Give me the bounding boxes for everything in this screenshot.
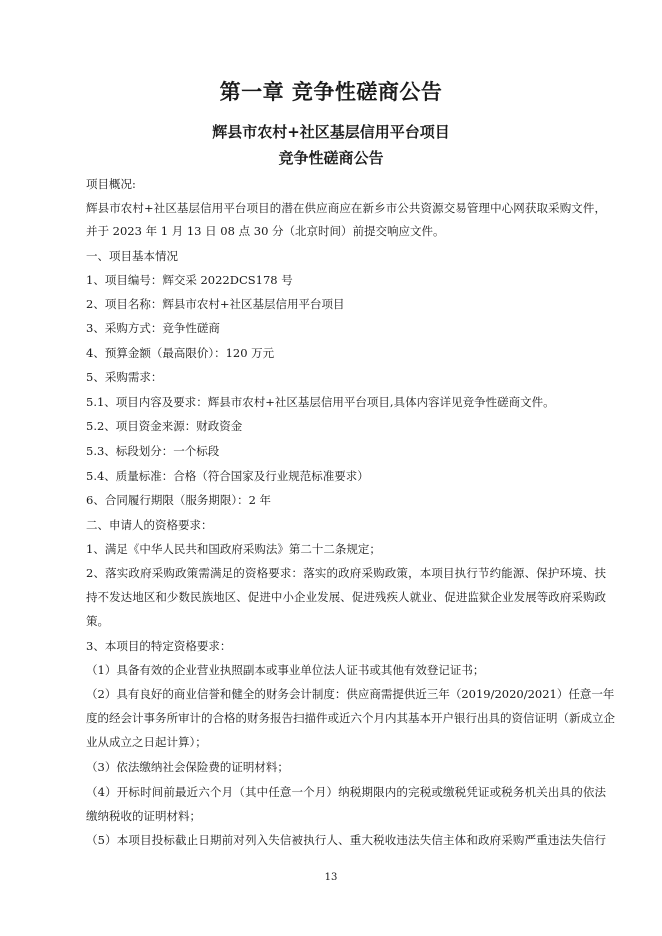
- requirement-3-3: （3）依法缴纳社会保险费的证明材料；: [86, 760, 289, 774]
- page-number: 13: [324, 872, 338, 883]
- item-budget: 4、预算金额（最高限价）：120 万元: [86, 346, 275, 360]
- requirement-2-line: 持不发达地区和少数民族地区、促进中小企业发展、促进残疾人就业、促进监狱企业发展等政府采购政: [86, 590, 606, 604]
- requirement-3-4-line: 缴纳税收的证明材料；: [86, 809, 201, 823]
- requirement-2-line: 2、落实政府采购政策需满足的资格要求：落实的政府采购政策，本项目执行节约能源、保护环境、扶: [86, 566, 606, 580]
- item-requirements: 5、采购需求：: [86, 370, 163, 384]
- requirement-3-2-line: （2）具有良好的商业信誉和健全的财务会计制度：供应商需提供近三年（2019/2020/2021）任意一年: [86, 687, 615, 701]
- chapter-title: 第一章 竞争性磋商公告: [219, 80, 443, 104]
- requirement-3-5-line: （5）本项目投标截止日期前对列入失信被执行人、重大税收违法失信主体和政府采购严重违法失信行: [86, 833, 606, 847]
- requirement-3-2-line: 业从成立之日起计算）；: [86, 735, 207, 749]
- section-heading-basic-info: 一、项目基本情况: [86, 249, 178, 263]
- item-5-3: 5.3、标段划分：一个标段: [86, 444, 220, 458]
- item-procurement-method: 3、采购方式：竞争性磋商: [86, 321, 220, 335]
- requirement-1: 1、满足《中华人民共和国政府采购法》第二十二条规定；: [86, 542, 381, 556]
- overview-line: 并于 2023 年 1 月 13 日 08 点 30 分（北京时间）前提交响应文件。: [86, 224, 445, 238]
- overview-label: 项目概况:: [86, 177, 136, 191]
- overview-line: 辉县市农村+社区基层信用平台项目的潜在供应商应在新乡市公共资源交易管理中心网获取采购文件，: [86, 201, 606, 215]
- item-5-2: 5.2、项目资金来源：财政资金: [86, 419, 243, 433]
- requirement-2-line: 策。: [86, 614, 109, 628]
- item-contract-period: 6、合同履行期限（服务期限）：2 年: [86, 493, 272, 507]
- item-5-1: 5.1、项目内容及要求：辉县市农村+社区基层信用平台项目,具体内容详见竞争性磋商文件。: [86, 395, 555, 409]
- requirement-3-1: （1）具备有效的企业营业执照副本或事业单位法人证书或其他有效登记证书；: [86, 663, 485, 677]
- item-project-name: 2、项目名称：辉县市农村+社区基层信用平台项目: [86, 297, 345, 311]
- item-5-4: 5.4、质量标准：合格（符合国家及行业规范标准要求）: [86, 469, 369, 483]
- notice-title: 竞争性磋商公告: [278, 149, 384, 167]
- requirement-3: 3、本项目的特定资格要求：: [86, 639, 232, 653]
- requirement-3-2-line: 度的经会计事务所审计的合格的财务报告扫描件或近六个月内其基本开户银行出具的资信证明（新成立企: [86, 711, 615, 725]
- item-project-number: 1、项目编号：辉交采 2022DCS178 号: [86, 273, 293, 287]
- section-heading-qualifications: 二、申请人的资格要求：: [86, 518, 213, 532]
- project-title: 辉县市农村+社区基层信用平台项目: [212, 123, 450, 141]
- requirement-3-4-line: （4）开标时间前最近六个月（其中任意一个月）纳税期限内的完税或缴税凭证或税务机关出具的依法: [86, 785, 606, 799]
